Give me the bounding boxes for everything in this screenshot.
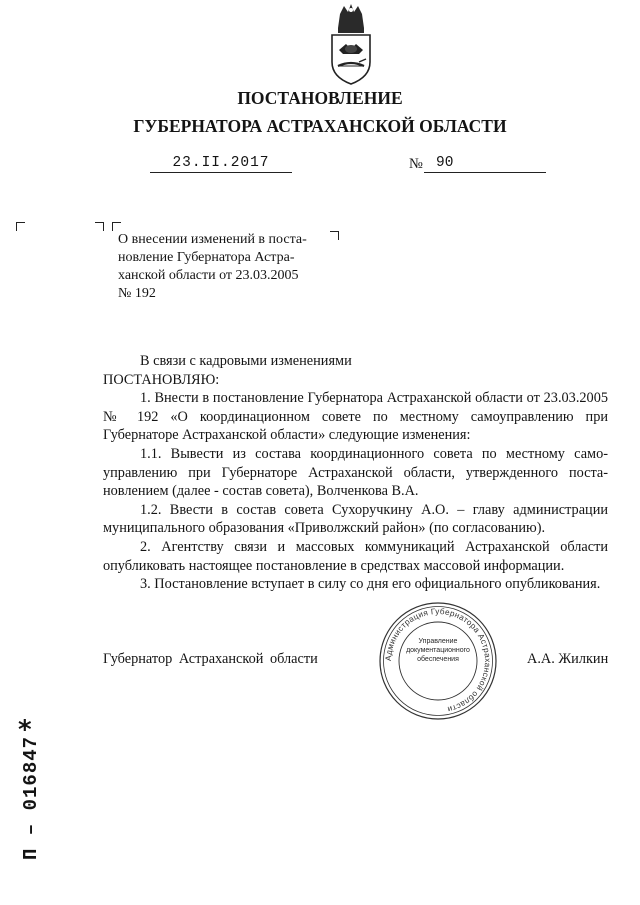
paragraph-1: 1. Внести в постановление Губернатора Астраханской области от 23.03.2005 № 192 «О координационном совете по местному самоуправлению при Губернаторе Астраханской области» следующие изменения: — [103, 390, 608, 444]
asterisk-mark: * — [18, 715, 32, 745]
document-date: 23.II.2017 — [150, 154, 292, 173]
signatory-name: А.А. Жилкин — [527, 651, 609, 667]
paragraph-2: 2. Агентству связи и массовых коммуникаций Астраханской области опубликовать настоящее постановление в средствах массовой информации. — [103, 538, 608, 574]
margin-corner-mark — [16, 222, 25, 231]
stamp-ring-text: Администрация Губернатора Астраханской области — [383, 606, 493, 715]
document-number: 90 — [424, 154, 546, 173]
subject-corner-mark-left-outer — [95, 222, 104, 231]
stamp-center-text: Управление документационного обеспечения — [406, 638, 470, 663]
subject-line: новление Губернатора Астра- — [118, 250, 295, 265]
issuer-title: ГУБЕРНАТОРА АСТРАХАНСКОЙ ОБЛАСТИ — [133, 116, 507, 136]
subject-line: ханской области от 23.03.2005 — [118, 268, 299, 283]
subject-corner-mark-right — [330, 231, 339, 240]
subject-line: О внесении изменений в поста- — [118, 232, 307, 247]
subject-corner-mark-left-inner — [112, 222, 121, 231]
intro-text: В связи с кадровыми изменениями — [140, 353, 352, 369]
number-label: № — [409, 156, 423, 172]
paragraph-1-1: 1.1. Вывести из состава координационного совета по местному самоуправлению при Губернаторе Астраханской области, утвержденного постановлением (далее - состав совета), Волченкова В.А. — [103, 445, 608, 500]
document-body — [103, 352, 608, 594]
document-subject — [118, 231, 331, 303]
subject-line: № 192 — [118, 286, 156, 301]
decree-word: ПОСТАНОВЛЯЮ: — [103, 371, 220, 388]
paragraph-3: 3. Постановление вступает в силу со дня его официального опубликования. — [140, 576, 601, 593]
form-serial-number: П – 016847 — [20, 735, 42, 860]
paragraph-1-2: 1.2. Ввести в состав совета Сухоручкину А.О. – главу администрации муниципального образования «Приволжский район» (по согласованию). — [103, 501, 608, 537]
signatory-position: Губернатор Астраханской области — [103, 651, 318, 667]
coat-of-arms-icon — [326, 2, 376, 86]
document-type-title: ПОСТАНОВЛЕНИЕ — [237, 88, 403, 108]
